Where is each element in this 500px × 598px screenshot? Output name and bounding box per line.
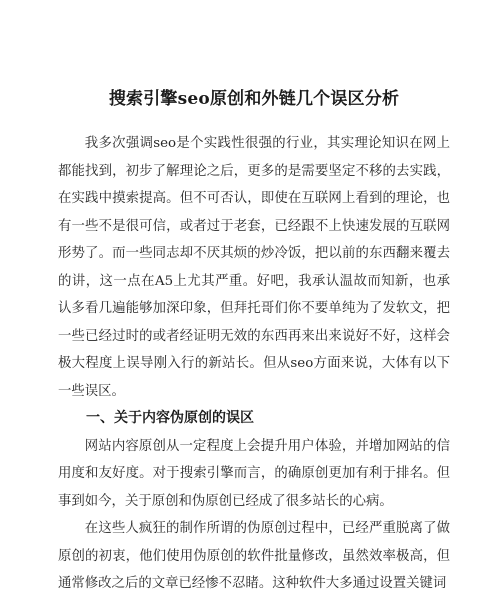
section-paragraph-2: 在这些人疯狂的制作所谓的伪原创过程中，已经严重脱离了做原创的初衷，他们使用伪原创的软件批量修改，虽然效率极高，但通常修改之后的文章已经惨不忍睹。这种软件大多通过设置关键词 bbox=[58, 521, 450, 591]
section-heading: 一、关于内容伪原创的误区 bbox=[86, 410, 254, 426]
article bbox=[58, 86, 450, 598]
intro-paragraph: 我多次强调seo是个实践性很强的行业，其实理论知识在网上都能找到，初步了解理论之后，更多的是需要坚定不移的去实践，在实践中摸索提高。但不可否认，即使在互联网上看到的理论，也有一些不是很可信，或者过于老套，已经跟不上快速发展的互联网形势了。而一些同志却不厌其烦的炒冷饭，把以前的东西翻来覆去的讲，这一点在A5上尤其严重。好吧，我承认温故而知新，也承认多看几遍能够加深印象，但拜托哥们你不要单纯为了发软文，把一些已经过时的或者经证明无效的东西再来出来说好不好，这样会极大程度上误导刚入行的新站长。但从seo方面来说，大体有以下一些误区。 bbox=[58, 136, 450, 399]
article-title: 搜索引擎seo原创和外链几个误区分析 bbox=[108, 89, 400, 109]
section-paragraph-1: 网站内容原创从一定程度上会提升用户体验，并增加网站的信用度和友好度。对于搜索引擎而言，的确原创更加有利于排名。但事到如今，关于原创和伪原创已经成了很多站长的心病。 bbox=[58, 438, 450, 509]
